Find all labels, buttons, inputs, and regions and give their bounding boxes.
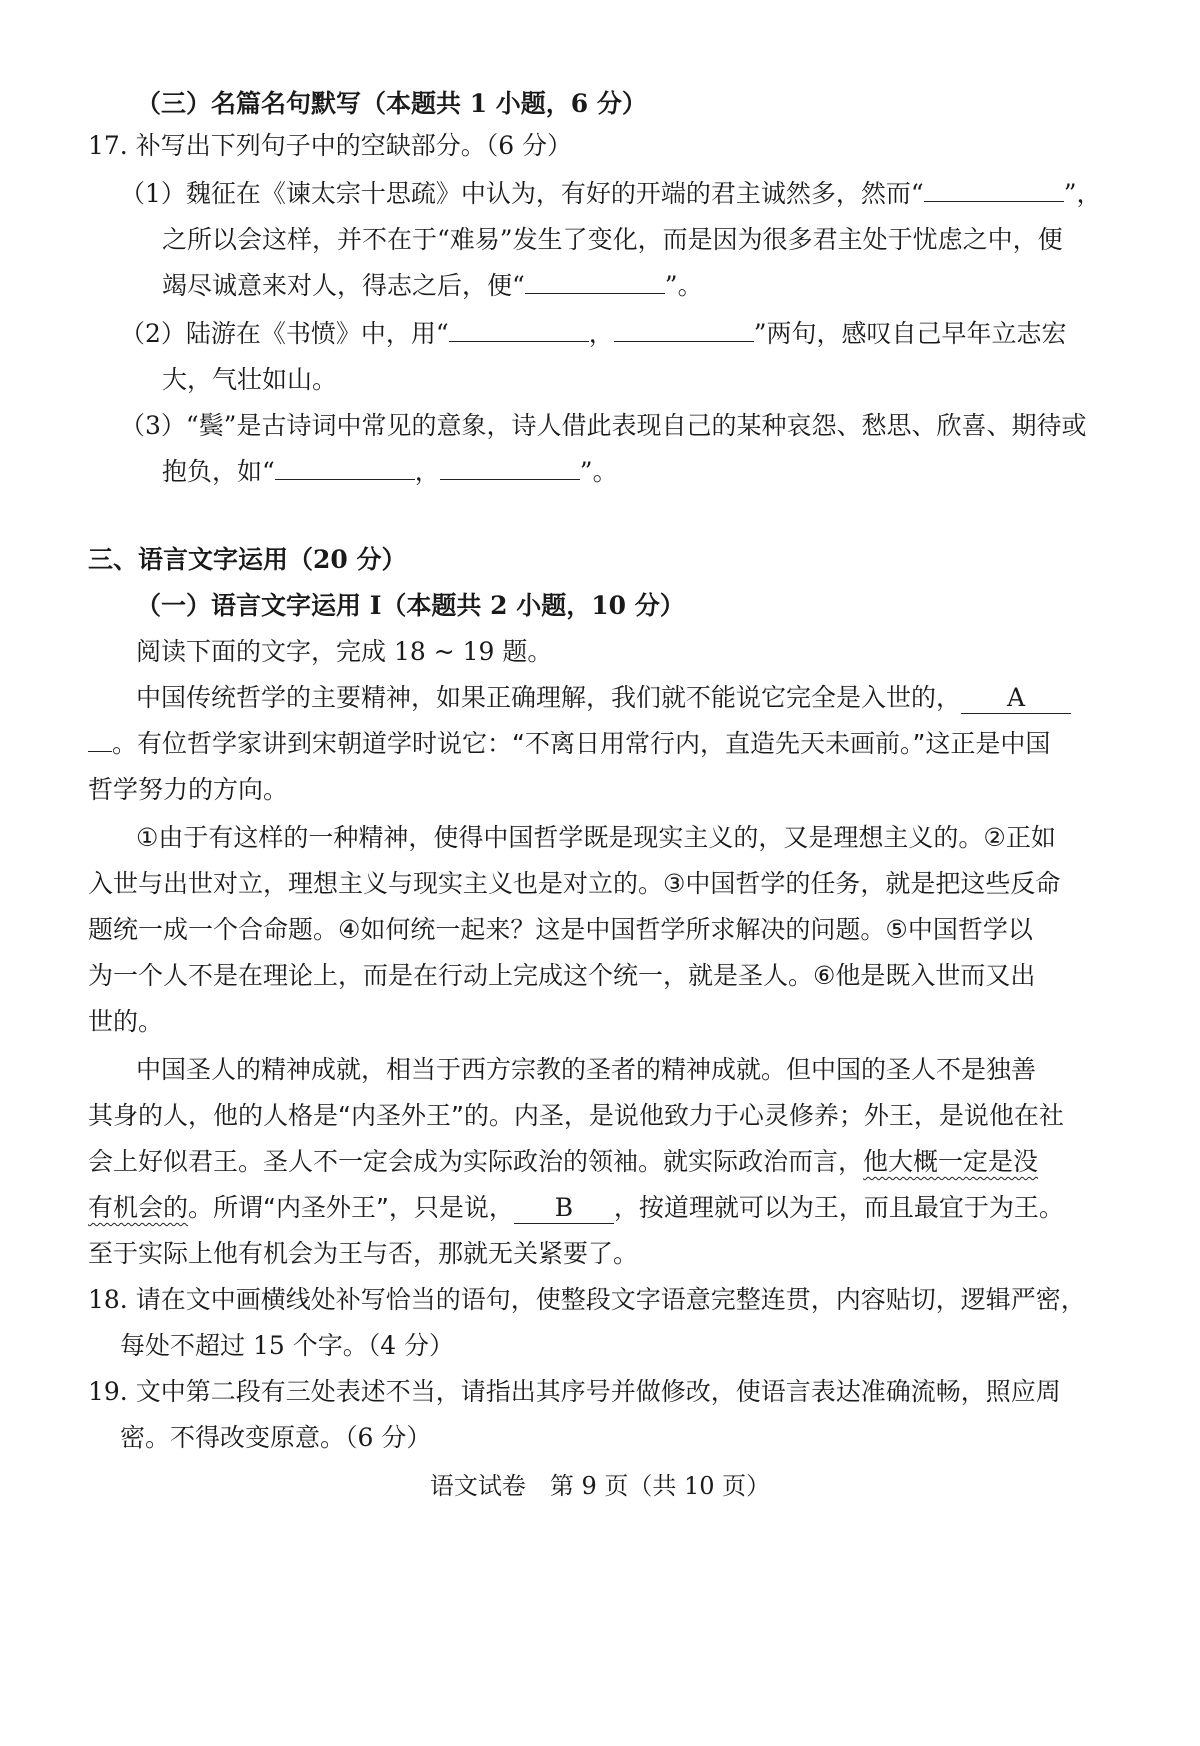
answer-blank[interactable] — [924, 179, 1064, 202]
answer-blank[interactable] — [275, 457, 415, 480]
answer-blank[interactable] — [525, 271, 665, 294]
answer-blank-a[interactable]: A — [961, 683, 1071, 714]
passage-line: 。有位哲学家讲到宋朝道学时说它：“不离日用常行内，直造先天未画前。”这正是中国 — [88, 726, 1050, 762]
passage-line: 哲学努力的方向。 — [88, 775, 289, 804]
passage-line: 为一个人不是在理论上，而是在行动上完成这个统一，就是圣人。⑥他是既入世而又出 — [88, 961, 1036, 990]
passage-line: 中国圣人的精神成就，相当于西方宗教的圣者的精神成就。但中国的圣人不是独善 — [136, 1055, 1037, 1084]
wavy-underlined-text: 有机会的 — [88, 1193, 189, 1222]
question-19-line1: 19. 文中第二段有三处表述不当，请指出其序号并做修改，使语言表达准确流畅，照应周 — [88, 1377, 1061, 1406]
passage-line: ①由于有这样的一种精神，使得中国哲学既是现实主义的，又是理想主义的。②正如 — [136, 823, 1056, 852]
answer-blank[interactable] — [449, 319, 589, 342]
answer-blank-a-tail[interactable] — [88, 751, 112, 752]
q17-part1-line2: 之所以会这样，并不在于“难易”发生了变化，而是因为很多君主处于忧虑之中，便 — [162, 225, 1063, 254]
question-18-line1: 18. 请在文中画横线处补写恰当的语句，使整段文字语意完整连贯，内容贴切，逻辑严密， — [88, 1285, 1086, 1314]
passage-line: 会上好似君王。圣人不一定会成为实际政治的领袖。就实际政治而言，他大概一定是没 — [88, 1147, 1039, 1176]
q17-part1-line1: （1）魏征在《谏太宗十思疏》中认为，有好的开端的君主诚然多，然而“ ”， — [120, 179, 1102, 208]
section-header: 三、语言文字运用（20 分） — [88, 545, 407, 574]
passage-line: 中国传统哲学的主要精神，如果正确理解，我们就不能说它完全是入世的， A — [136, 680, 1071, 716]
subsection-header: （一）语言文字运用 I（本题共 2 小题，10 分） — [136, 591, 685, 620]
q17-part2-line2: 大，气壮如山。 — [162, 365, 338, 394]
answer-blank[interactable] — [440, 457, 580, 480]
page-footer: 语文试卷 第 9 页（共 10 页） — [429, 1472, 771, 1500]
q17-part2-line1: （2）陆游在《书愤》中，用“ ， ”两句，感叹自己早年立志宏 — [120, 319, 1067, 348]
passage-line: 世的。 — [88, 1007, 164, 1036]
passage-line: 有机会的。所谓“内圣外王”，只是说， B ，按道理就可以为王，而且最宜于为王。 — [88, 1193, 1064, 1222]
question-17-stem: 17. 补写出下列句子中的空缺部分。（6 分） — [88, 131, 573, 160]
q17-part3-line2: 抱负，如“ ， ”。 — [162, 457, 618, 486]
passage-line: 题统一成一个合命题。④如何统一起来？这是中国哲学所求解决的问题。⑤中国哲学以 — [88, 915, 1033, 944]
question-19-line2: 密。不得改变原意。（6 分） — [120, 1423, 432, 1452]
q17-part1-line3: 竭尽诚意来对人，得志之后，便“ ”。 — [162, 271, 703, 300]
section-header: （三）名篇名句默写（本题共 1 小题，6 分） — [136, 89, 647, 118]
passage-line: 入世与出世对立，理想主义与现实主义也是对立的。③中国哲学的任务，就是把这些反命 — [88, 869, 1061, 898]
answer-blank[interactable] — [614, 319, 754, 342]
passage-line: 其身的人，他的人格是“内圣外王”的。内圣，是说他致力于心灵修养；外王，是说他在社 — [88, 1101, 1064, 1130]
question-18-line2: 每处不超过 15 个字。（4 分） — [120, 1331, 455, 1360]
passage-line: 至于实际上他有机会为王与否，那就无关紧要了。 — [88, 1239, 639, 1268]
answer-blank-b[interactable]: B — [514, 1193, 614, 1224]
reading-instruction: 阅读下面的文字，完成 18 ~ 19 题。 — [136, 637, 553, 666]
wavy-underlined-text: 他大概一定是没 — [863, 1147, 1039, 1176]
q17-part3-line1: （3）“鬓”是古诗词中常见的意象，诗人借此表现自己的某种哀怨、愁思、欣喜、期待或 — [120, 411, 1087, 440]
